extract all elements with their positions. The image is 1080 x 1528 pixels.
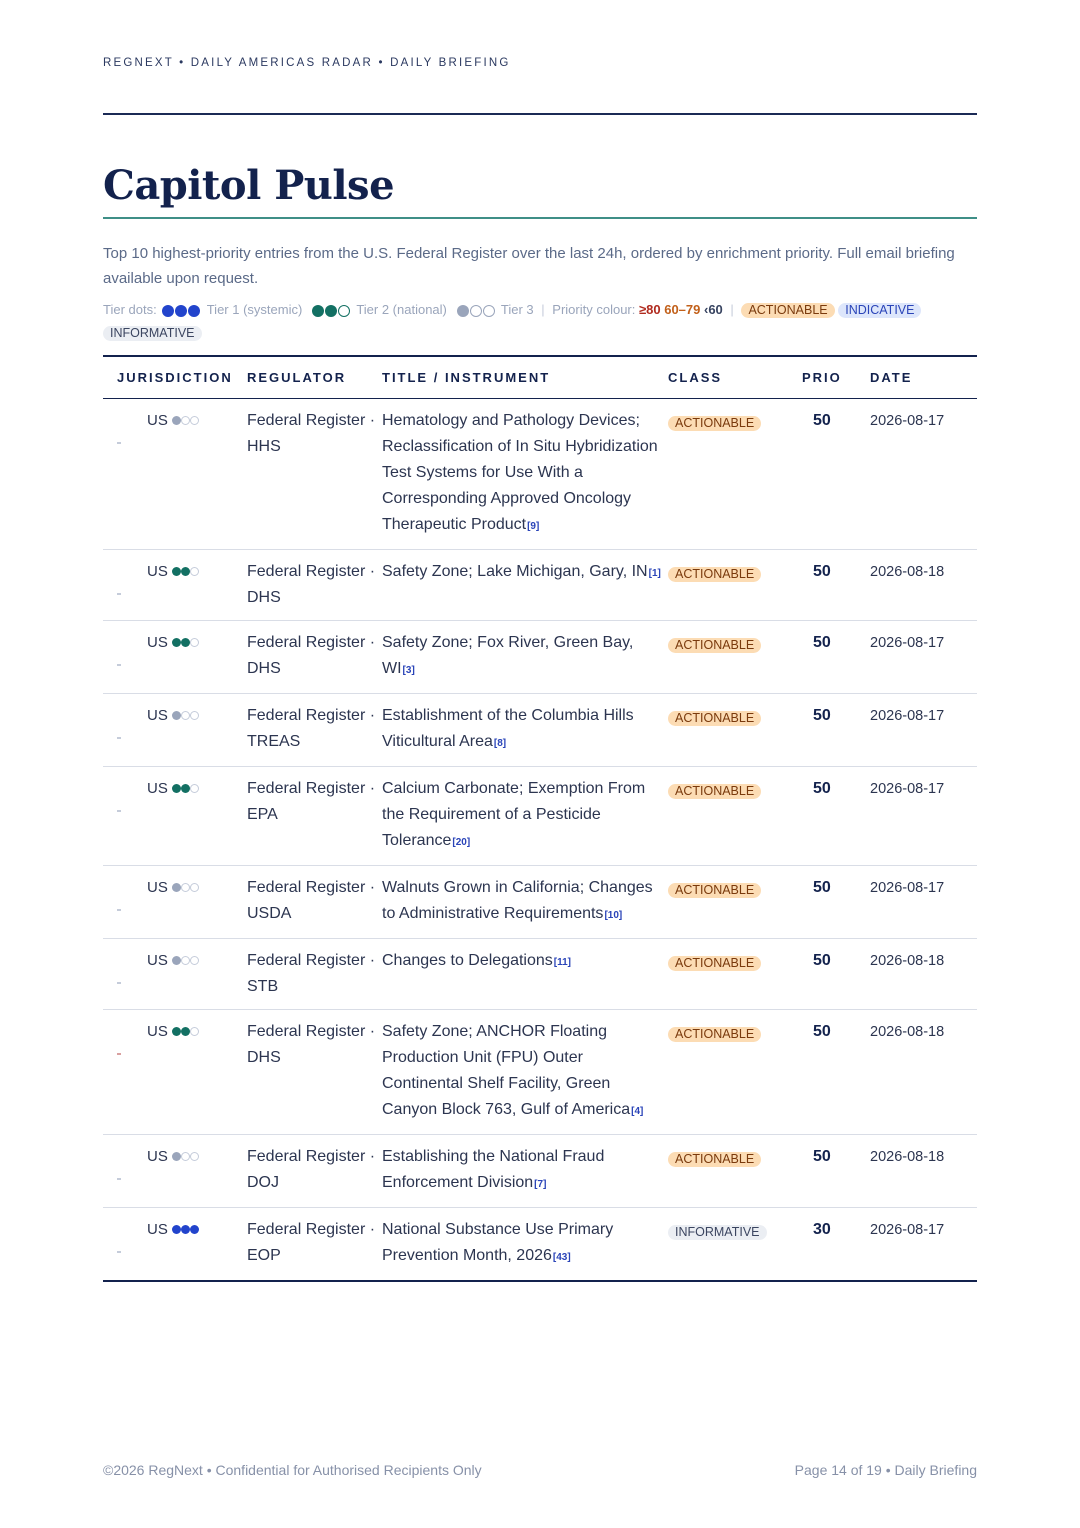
class-badge: ACTIONABLE: [668, 1152, 761, 1167]
cell-regulator: Federal Register · DHS: [247, 1022, 376, 1066]
col-regulator: REGULATOR: [247, 356, 382, 398]
cell-class: [668, 398, 802, 549]
cell-jurisdiction: [103, 865, 247, 938]
legend-badge-informative: INFORMATIVE: [103, 326, 202, 341]
reference-link[interactable]: [1]: [648, 567, 661, 579]
cell-date: 2026-08-18: [870, 1148, 945, 1165]
cell-regulator: Federal Register · TREAS: [247, 706, 376, 750]
jurisdiction-text: US: [147, 562, 168, 580]
footer-copyright: ©2026 RegNext • Confidential for Authorised Recipients Only: [103, 1462, 482, 1478]
cell-date: 2026-08-18: [870, 563, 945, 580]
jurisdiction-code: [147, 780, 199, 797]
cell-regulator: Federal Register · DHS: [247, 633, 376, 677]
row-marker: [117, 909, 121, 911]
table-row: [103, 938, 977, 1009]
title-text: Changes to Delegations: [382, 951, 553, 969]
cell-priority: 50: [813, 706, 831, 724]
cell-jurisdiction: [103, 1009, 247, 1134]
cell-regulator: Federal Register · EOP: [247, 1220, 376, 1264]
running-head: REGNEXT • DAILY AMERICAS RADAR • DAILY BRIEFING: [103, 57, 511, 69]
table-row: [103, 1207, 977, 1281]
jurisdiction-text: US: [147, 633, 168, 651]
class-badge: ACTIONABLE: [668, 784, 761, 799]
cell-title: [382, 1134, 668, 1207]
jurisdiction-code: [147, 952, 199, 969]
col-prio: PRIO: [802, 356, 870, 398]
cell-class: [668, 1134, 802, 1207]
title-text: Safety Zone; ANCHOR Floating Production Unit (FPU) Outer Continental Shelf Facility, Green Canyon Block 763, Gulf of America: [382, 1022, 631, 1118]
cell-jurisdiction: [103, 620, 247, 693]
col-date: DATE: [870, 356, 977, 398]
reference-link[interactable]: [10]: [604, 909, 623, 921]
cell-date: 2026-08-17: [870, 634, 945, 651]
tier-dots-icon: [172, 412, 199, 429]
cell-priority: 50: [813, 1022, 831, 1040]
cell-date: 2026-08-18: [870, 952, 945, 969]
cell-date: 2026-08-17: [870, 707, 945, 724]
jurisdiction-text: US: [147, 779, 168, 797]
reference-link[interactable]: [43]: [552, 1251, 571, 1263]
cell-class: [668, 865, 802, 938]
legend-badge-indicative: INDICATIVE: [838, 303, 921, 318]
table-row: [103, 398, 977, 549]
cell-date: 2026-08-17: [870, 780, 945, 797]
legend-tier2: Tier 2 (national): [356, 302, 447, 317]
cell-priority: 50: [813, 951, 831, 969]
row-marker: [117, 737, 121, 739]
table-row: [103, 766, 977, 865]
cell-title: [382, 620, 668, 693]
cell-title: [382, 1009, 668, 1134]
row-marker: [117, 810, 121, 812]
reference-link[interactable]: [20]: [452, 836, 471, 848]
cell-jurisdiction: [103, 549, 247, 620]
priority-mid: 60–79: [664, 302, 701, 317]
jurisdiction-code: [147, 1148, 199, 1165]
cell-class: [668, 938, 802, 1009]
table-row: [103, 620, 977, 693]
lead-paragraph: Top 10 highest-priority entries from the U.S. Federal Register over the last 24h, ordered by enrichment priority. Full email briefing available upon request.: [103, 245, 955, 287]
class-badge: ACTIONABLE: [668, 883, 761, 898]
title-divider: [103, 217, 977, 219]
col-class: CLASS: [668, 356, 802, 398]
class-badge: ACTIONABLE: [668, 638, 761, 653]
cell-date: 2026-08-17: [870, 1221, 945, 1238]
tier2-dots-icon: [312, 300, 351, 322]
cell-priority: 50: [813, 779, 831, 797]
tier-dots-icon: [172, 563, 199, 580]
cell-regulator: Federal Register · DOJ: [247, 1147, 376, 1191]
title-text: Safety Zone; Fox River, Green Bay, WI: [382, 633, 634, 677]
table-body: [103, 398, 977, 1281]
cell-title: [382, 693, 668, 766]
reference-link[interactable]: [11]: [553, 956, 572, 968]
cell-class: [668, 549, 802, 620]
tier-dots-icon: [172, 634, 199, 651]
cell-title: [382, 549, 668, 620]
cell-title: [382, 766, 668, 865]
cell-jurisdiction: [103, 693, 247, 766]
table-row: [103, 693, 977, 766]
tier-dots-icon: [172, 707, 199, 724]
tier-dots-icon: [172, 1023, 199, 1040]
cell-jurisdiction: [103, 1134, 247, 1207]
jurisdiction-code: [147, 634, 199, 651]
jurisdiction-text: US: [147, 411, 168, 429]
class-badge: ACTIONABLE: [668, 567, 761, 582]
tier-dots-icon: [172, 952, 199, 969]
cell-jurisdiction: [103, 766, 247, 865]
cell-class: [668, 620, 802, 693]
reference-link[interactable]: [7]: [534, 1178, 547, 1190]
row-marker: [117, 664, 121, 666]
legend-tier1: Tier 1 (systemic): [206, 302, 303, 317]
jurisdiction-text: US: [147, 951, 168, 969]
legend-tier3: Tier 3: [500, 302, 534, 317]
table-row: [103, 1009, 977, 1134]
tier-dots-icon: [172, 780, 199, 797]
row-marker: [117, 982, 121, 984]
priority-high: ≥80: [638, 302, 661, 317]
tier-dots-icon: [172, 1148, 199, 1165]
cell-regulator: Federal Register · HHS: [247, 411, 376, 455]
cell-regulator: Federal Register · DHS: [247, 562, 376, 606]
footer-page-number: Page 14 of 19 • Daily Briefing: [794, 1462, 977, 1478]
title-text: Establishing the National Fraud Enforcement Division: [382, 1147, 605, 1191]
cell-priority: 50: [813, 1147, 831, 1165]
cell-date: 2026-08-18: [870, 1023, 945, 1040]
title-text: Establishment of the Columbia Hills Viticultural Area: [382, 706, 634, 750]
title-text: Hematology and Pathology Devices; Reclassification of In Situ Hybridization Test Systems for Use With a Corresponding Approved Oncology Therapeutic Product: [382, 411, 658, 533]
cell-title: [382, 865, 668, 938]
cell-class: [668, 766, 802, 865]
cell-regulator: Federal Register · EPA: [247, 779, 376, 823]
cell-jurisdiction: [103, 398, 247, 549]
briefing-page: [103, 0, 977, 1528]
reference-link[interactable]: [3]: [402, 664, 415, 676]
page-title: Capitol Pulse: [103, 162, 395, 209]
jurisdiction-text: US: [147, 1022, 168, 1040]
col-jurisdiction: JURISDICTION: [103, 356, 247, 398]
jurisdiction-code: [147, 879, 199, 896]
legend-badge-actionable: ACTIONABLE: [741, 303, 834, 318]
jurisdiction-code: [147, 563, 199, 580]
tier3-dots-icon: [457, 300, 496, 322]
header-divider: [103, 113, 977, 115]
cell-date: 2026-08-17: [870, 412, 945, 429]
class-badge: INFORMATIVE: [668, 1225, 767, 1240]
row-marker: [117, 1053, 121, 1055]
jurisdiction-code: [147, 412, 199, 429]
cell-jurisdiction: [103, 938, 247, 1009]
class-badge: ACTIONABLE: [668, 956, 761, 971]
jurisdiction-code: [147, 1221, 199, 1238]
cell-regulator: Federal Register · STB: [247, 951, 376, 995]
cell-title: [382, 398, 668, 549]
cell-regulator: Federal Register · USDA: [247, 878, 376, 922]
class-badge: ACTIONABLE: [668, 711, 761, 726]
cell-class: [668, 1009, 802, 1134]
legend-tier-label: Tier dots:: [103, 302, 157, 317]
cell-class: [668, 693, 802, 766]
table-row: [103, 1134, 977, 1207]
reference-link[interactable]: [4]: [631, 1105, 644, 1117]
row-marker: [117, 593, 121, 595]
reference-link[interactable]: [8]: [493, 737, 507, 749]
cell-jurisdiction: [103, 1207, 247, 1281]
tier-dots-icon: [172, 1221, 199, 1238]
cell-priority: 30: [813, 1220, 831, 1238]
priority-table: [103, 355, 977, 1282]
jurisdiction-text: US: [147, 878, 168, 896]
cell-title: [382, 938, 668, 1009]
cell-title: [382, 1207, 668, 1281]
row-marker: [117, 1178, 121, 1180]
row-marker: [117, 1251, 121, 1253]
tier1-dots-icon: [162, 300, 201, 322]
class-badge: ACTIONABLE: [668, 1027, 761, 1042]
cell-priority: 50: [813, 562, 831, 580]
table-row: [103, 549, 977, 620]
legend-separator: |: [730, 302, 734, 317]
cell-priority: 50: [813, 633, 831, 651]
row-marker: [117, 442, 121, 444]
cell-class: [668, 1207, 802, 1281]
cell-date: 2026-08-17: [870, 879, 945, 896]
title-text: Safety Zone; Lake Michigan, Gary, IN: [382, 562, 648, 580]
jurisdiction-text: US: [147, 1220, 168, 1238]
tier-dots-icon: [172, 879, 199, 896]
class-badge: ACTIONABLE: [668, 416, 761, 431]
priority-low: ‹60: [704, 302, 723, 317]
title-text: Walnuts Grown in California; Changes to Administrative Requirements: [382, 878, 653, 922]
reference-link[interactable]: [9]: [527, 520, 540, 532]
legend-priority-label: Priority colour:: [552, 302, 636, 317]
legend: [103, 299, 977, 344]
jurisdiction-code: [147, 1023, 199, 1040]
table-row: [103, 865, 977, 938]
jurisdiction-code: [147, 707, 199, 724]
jurisdiction-text: US: [147, 706, 168, 724]
jurisdiction-text: US: [147, 1147, 168, 1165]
legend-separator: |: [541, 302, 545, 317]
title-text: Calcium Carbonate; Exemption From the Requirement of a Pesticide Tolerance: [382, 779, 646, 849]
title-text: National Substance Use Primary Prevention Month, 2026: [382, 1220, 614, 1264]
cell-priority: 50: [813, 411, 831, 429]
col-title: TITLE / INSTRUMENT: [382, 356, 668, 398]
table-header-row: [103, 356, 977, 398]
cell-priority: 50: [813, 878, 831, 896]
